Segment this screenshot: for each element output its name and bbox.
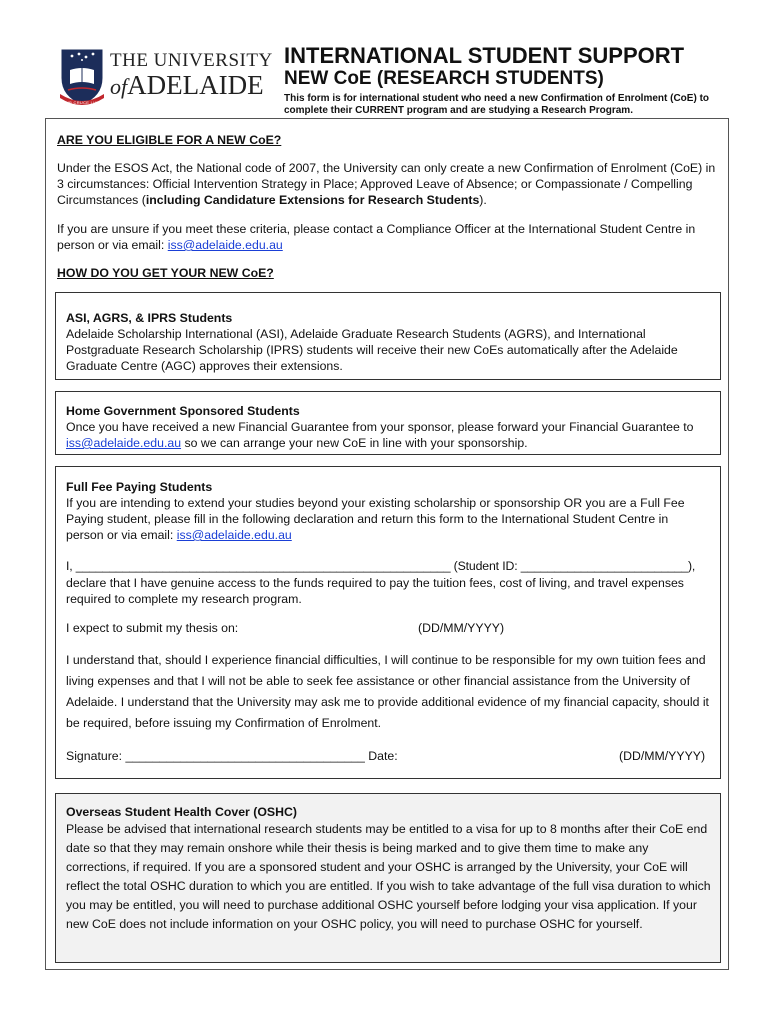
gov-email-link[interactable]: iss@adelaide.edu.au — [66, 436, 182, 450]
logo-line-adelaide — [110, 70, 273, 101]
logo-motto: SUB CRUCE LUMEN — [63, 100, 107, 105]
eligibility-paragraph — [57, 160, 717, 208]
gov-text: Once you have received a new Financial Guarantee from your sponsor, please forward your Financial Guarantee to — [66, 420, 694, 434]
contact-paragraph — [57, 221, 717, 253]
crest-icon — [60, 48, 107, 108]
oshc-body: Please be advised that international research students may be entitled to a visa for up to 8 months after their CoE end date so that they may remain onshore while their thesis is being marked and to give them time to make any corrections, if required. If you are a sponsored student and your OSHC is arranged by the University, your CoE will reflect the total OSHC duration to which you are entitled. If you wish to take advantage of the full visa duration to which you may be entitled, you will need to purchase additional OSHC yourself before lodging your visa application. If your new CoE does not include information on your OSHC policy, you will need to purchase OSHC for yourself. — [66, 822, 711, 931]
oshc-title: Overseas Student Health Cover (OSHC) — [66, 805, 297, 819]
university-logo — [60, 46, 273, 110]
understanding-paragraph: I understand that, should I experience financial difficulties, I will continue to be responsible for my own tuition fees and living expenses and that I will not be able to seek fee assistance or other financial assistance from the University of Adelaide. I understand that the University may ask me to provide additional evidence of my financial capacity, should it be required, before issuing my Confirmation of Enrolment. — [66, 653, 709, 730]
eligibility-heading: ARE YOU ELIGIBLE FOR A NEW CoE? — [57, 133, 282, 147]
gov-text-end: so we can arrange your new CoE in line with your sponsorship. — [181, 436, 528, 450]
thesis-date-label: I expect to submit my thesis on: — [66, 621, 239, 635]
how-heading: HOW DO YOU GET YOUR NEW CoE? — [57, 266, 274, 280]
logo-wordmark — [110, 46, 273, 101]
logo-adelaide: ADELAIDE — [127, 70, 264, 100]
form-subtitle-heading: NEW CoE (RESEARCH STUDENTS) — [284, 68, 604, 89]
signature-date-format: (DD/MM/YYYY) — [619, 749, 706, 763]
signature-line[interactable]: Signature: ___________________________________ Date: — [66, 749, 398, 763]
form-title: INTERNATIONAL STUDENT SUPPORT — [284, 43, 685, 68]
email-link[interactable]: iss@adelaide.edu.au — [167, 238, 283, 252]
contact-text: If you are unsure if you meet these criteria, please contact a Compliance Officer at the International Student Centre in person or via email: — [57, 222, 696, 252]
eligibility-text: Under the ESOS Act, the National code of 2007, the University can only create a new Confirmation of Enrolment (CoE) in 3 circumstances: Official Intervention Strategy in Place; Approved Leave of Absence; or Compassionate / Compelling Circumstances ( — [57, 161, 716, 207]
eligibility-text-end: ). — [479, 193, 487, 207]
logo-line-university: THE UNIVERSITY — [110, 50, 273, 71]
declaration-name-line[interactable]: I, ________________________________________________________ (Student ID: _________________________), — [66, 559, 696, 573]
logo-of: of — [110, 74, 128, 99]
gov-title: Home Government Sponsored Students — [66, 404, 300, 418]
gov-body — [66, 419, 716, 451]
eligibility-bold-text: including Candidature Extensions for Research Students — [145, 193, 480, 207]
fee-text: If you are intending to extend your studies beyond your existing scholarship or sponsorship OR you are a Full Fee Paying student, please fill in the following declaration and return this form to the International Student Centre in person or via email: — [66, 496, 685, 542]
fee-title: Full Fee Paying Students — [66, 480, 213, 494]
thesis-date-format: (DD/MM/YYYY) — [418, 621, 505, 635]
asi-title: ASI, AGRS, & IPRS Students — [66, 311, 233, 325]
declaration-body: declare that I have genuine access to the funds required to pay the tuition fees, cost of living, and travel expenses required to complete my research program. — [66, 576, 684, 606]
form-description: This form is for international student who need a new Confirmation of Enrolment (CoE) to complete their CURRENT program and are studying a Research Program. — [284, 93, 710, 116]
asi-body: Adelaide Scholarship International (ASI), Adelaide Graduate Research Students (AGRS), and International Postgraduate Research Scholarship (IPRS) students will receive their new CoEs automatically after the Adelaide Graduate Centre (AGC) approves their extensions. — [66, 327, 678, 373]
fee-email-link[interactable]: iss@adelaide.edu.au — [176, 528, 292, 542]
fee-body — [66, 495, 706, 543]
